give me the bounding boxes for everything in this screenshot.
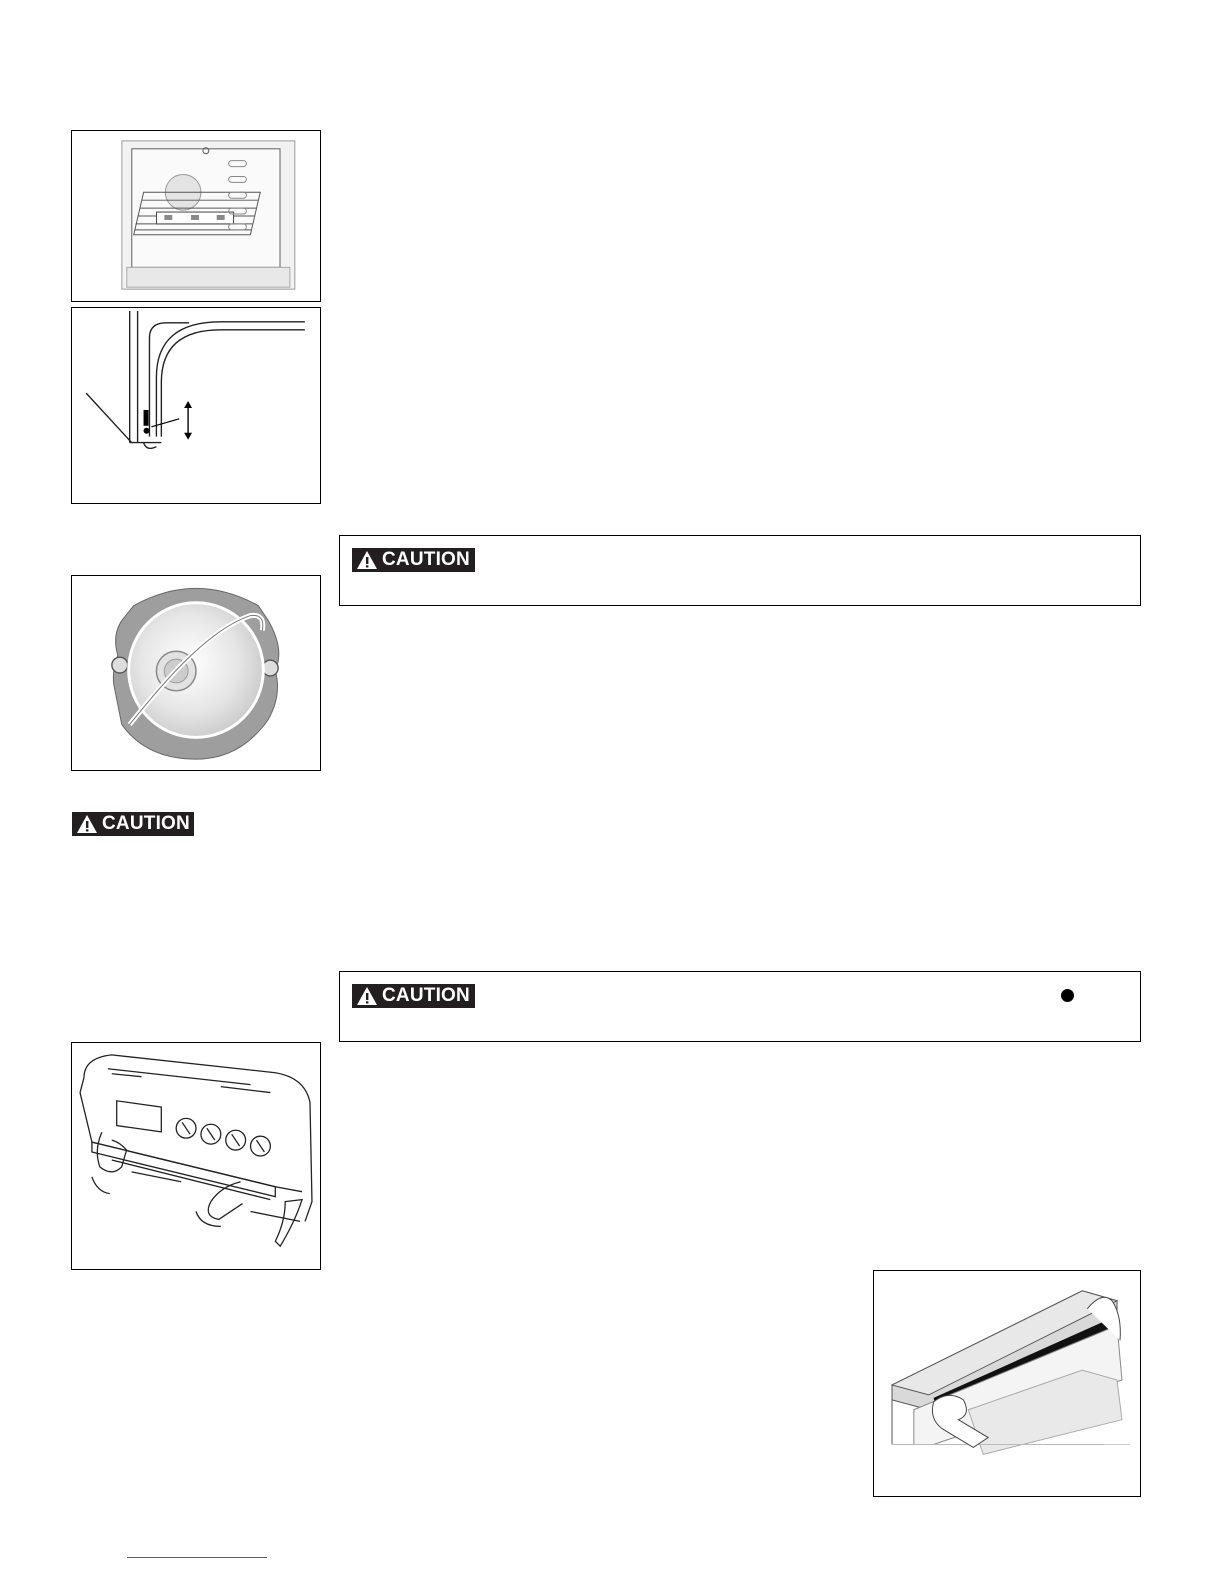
panel-removal-icon [874, 1271, 1140, 1496]
figure-light-cover [71, 575, 321, 771]
figure-rack-stop [71, 307, 321, 504]
rack-stop-icon [72, 308, 320, 503]
warning-triangle-icon [356, 986, 378, 1006]
caution-box-1 [339, 535, 1141, 606]
footer-link-underline[interactable] [127, 1557, 267, 1558]
caution-label-3: CAUTION [382, 985, 470, 1006]
caution-label-2: CAUTION [102, 813, 190, 834]
caution-label-1: CAUTION [382, 549, 470, 570]
figure-oven-rack [71, 130, 321, 302]
caution-badge-2 [72, 812, 194, 836]
figure-panel-removal [873, 1270, 1141, 1497]
bullet-dot [1061, 989, 1074, 1002]
control-panel-icon [72, 1043, 320, 1269]
oven-light-cover-icon [72, 576, 320, 770]
oven-rack-icon [72, 131, 320, 301]
caution-badge-3 [352, 984, 475, 1008]
warning-triangle-icon [356, 550, 378, 570]
caution-badge-1 [352, 548, 475, 572]
figure-control-panel [71, 1042, 321, 1270]
caution-box-2 [339, 971, 1141, 1042]
warning-triangle-icon [76, 814, 98, 834]
